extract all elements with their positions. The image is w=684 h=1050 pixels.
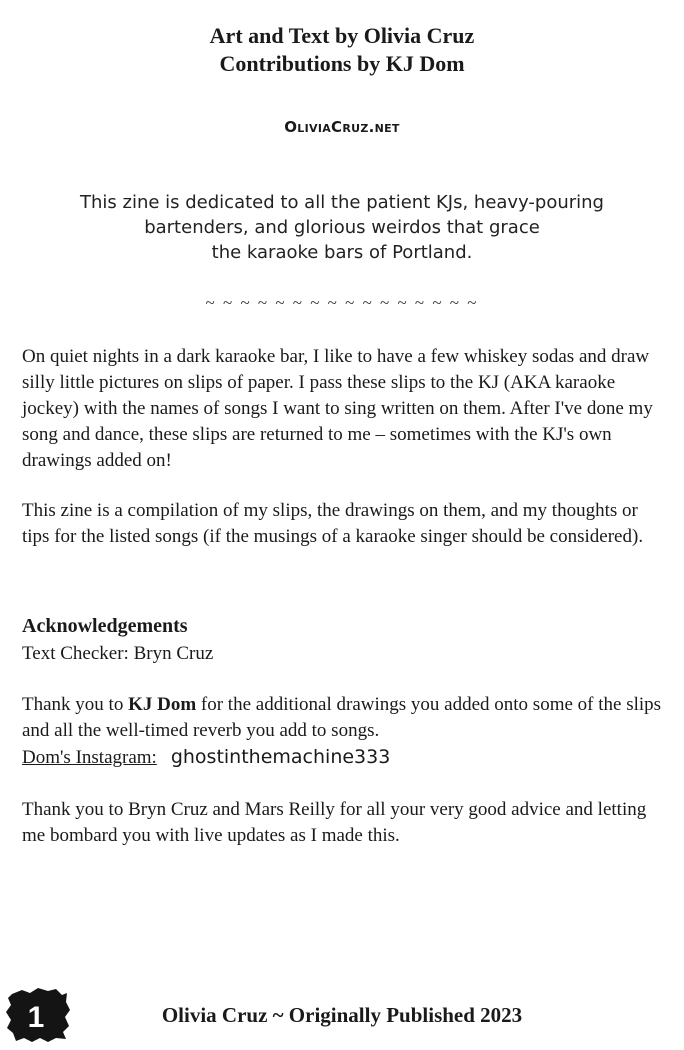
dedication-line-2: bartenders, and glorious weirdos that grace [144,217,540,238]
intro-paragraph-2: This zine is a compilation of my slips, the drawings on them, and my thoughts or tips for the listed songs (if the musings of a karaoke singer should be considered). [22,500,644,547]
dedication-line-3: the karaoke bars of Portland. [211,242,473,263]
credit-line-art-text: Art and Text by Olivia Cruz [209,23,475,48]
website-link[interactable]: OliviaCruz.net [284,118,400,136]
dedication-block [0,190,684,265]
instagram-line [22,744,390,771]
intro-paragraph-1: On quiet nights in a dark karaoke bar, I like to have a few whiskey sodas and draw silly little pictures on slips of paper. I pass these slips to the KJ (AKA karaoke jockey) with the names of songs I want to sing written on them. After I've done my song and dance, these slips are returned to me – sometimes with the KJ's own drawings added on! [22,346,653,471]
credit-line-contributions: Contributions by KJ Dom [219,51,465,76]
text-checker-line: Text Checker: Bryn Cruz [22,643,214,664]
thanks-suffix: for the additional drawings you added onto some of the slips and all the well-timed reverb you add to songs. [22,694,662,741]
thanks-prefix: Thank you to [22,694,129,715]
instagram-label-link[interactable]: Dom's Instagram: [22,747,157,768]
thanks-bryn-mars-paragraph: Thank you to Bryn Cruz and Mars Reilly for all your very good advice and letting me bombard you with live updates as I made this. [22,799,647,846]
acknowledgements-heading: Acknowledgements [22,615,188,637]
tilde-divider: ~ ~ ~ ~ ~ ~ ~ ~ ~ ~ ~ ~ ~ ~ ~ ~ [205,293,479,312]
kj-dom-name: KJ Dom [128,694,197,715]
dedication-line-1: This zine is dedicated to all the patient KJs, heavy-pouring [80,192,604,213]
thanks-kj-dom-paragraph [22,692,662,744]
credits-block [0,22,684,78]
publication-footer: Olivia Cruz ~ Originally Published 2023 [161,1003,523,1027]
instagram-handle: ghostinthemachine333 [170,746,391,768]
page-number: 1 [27,1001,45,1034]
